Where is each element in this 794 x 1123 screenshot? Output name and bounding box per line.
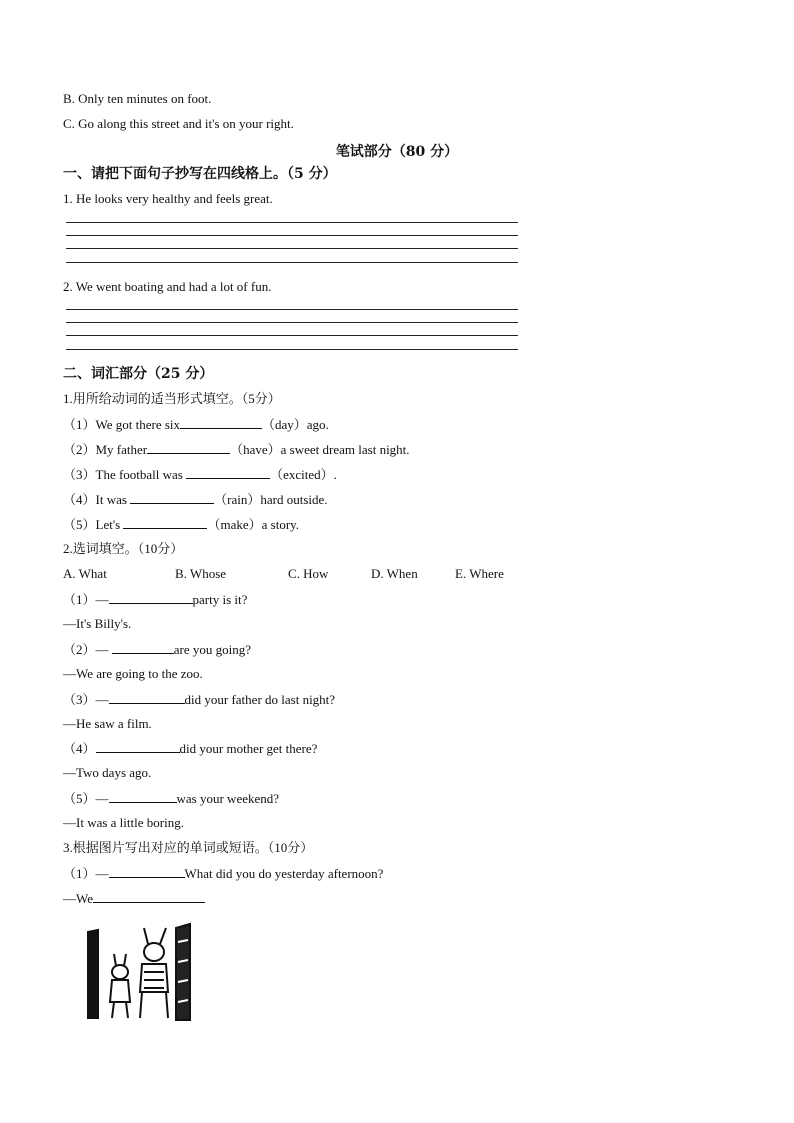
answer-blank[interactable]	[109, 691, 185, 704]
q2-item-3: （3）— did your father do last night?	[63, 692, 336, 707]
section1-heading: 一、请把下面句子抄写在四线格上。（5 分）	[63, 166, 337, 182]
listening-option-b: B. Only ten minutes on foot.	[63, 91, 212, 106]
answer-blank[interactable]	[130, 491, 214, 504]
q2-answer-4: —Two days ago.	[63, 765, 152, 780]
q2-item-1: （1）— party is it?	[63, 592, 248, 607]
q3-answer-1: —We	[63, 890, 205, 907]
word-options	[63, 566, 543, 582]
answer-blank[interactable]	[96, 740, 180, 753]
q2-instruction: 2.选词填空。（10分）	[63, 541, 184, 556]
q2-answer-5: —It was a little boring.	[63, 815, 184, 830]
answer-blank[interactable]	[180, 416, 262, 429]
option-c: C. How	[288, 566, 329, 581]
q2-item-5: （5）— was your weekend?	[63, 791, 280, 806]
q1-item-5: （5）Let's （make）a story.	[63, 517, 300, 532]
q2-item-2: （2）— are you going?	[63, 642, 252, 657]
answer-blank[interactable]	[186, 466, 270, 479]
four-line-grid-1[interactable]	[66, 219, 518, 265]
answer-blank[interactable]	[109, 865, 185, 878]
option-d: D. When	[371, 566, 418, 581]
q2-answer-3: —He saw a film.	[63, 716, 152, 731]
page-title: 笔试部分（80 分）	[335, 144, 459, 160]
section2-heading: 二、词汇部分（25 分）	[63, 366, 214, 382]
q3-item-1: （1）— What did you do yesterday afternoon?	[63, 866, 384, 881]
copy-sentence-2: 2. We went boating and had a lot of fun.	[63, 279, 272, 294]
answer-blank[interactable]	[123, 516, 207, 529]
q1-item-1: （1）We got there six （day）ago.	[63, 417, 329, 432]
q1-item-2: （2）My father （have）a sweet dream last night.	[63, 442, 410, 457]
answer-blank[interactable]	[109, 591, 193, 604]
q2-answer-1: —It's Billy's.	[63, 616, 132, 631]
copy-sentence-1: 1. He looks very healthy and feels great.	[63, 191, 273, 206]
answer-blank[interactable]	[109, 790, 177, 803]
four-line-grid-2[interactable]	[66, 306, 518, 352]
listening-option-c: C. Go along this street and it's on your right.	[63, 116, 294, 131]
q3-instruction: 3.根据图片写出对应的单词或短语。（10分）	[63, 840, 314, 855]
q2-item-4: （4） did your mother get there?	[63, 741, 318, 756]
q1-item-3: （3）The football was （excited）.	[63, 467, 337, 482]
library-picture	[84, 922, 194, 1022]
option-a: A. What	[63, 566, 107, 581]
answer-blank[interactable]	[93, 890, 205, 903]
answer-blank[interactable]	[147, 441, 230, 454]
q1-instruction: 1.用所给动词的适当形式填空。（5分）	[63, 391, 281, 406]
option-e: E. Where	[455, 566, 504, 581]
option-b: B. Whose	[175, 566, 227, 581]
q2-answer-2: —We are going to the zoo.	[63, 666, 203, 681]
answer-blank[interactable]	[112, 641, 174, 654]
q1-item-4: （4）It was （rain）hard outside.	[63, 492, 328, 507]
